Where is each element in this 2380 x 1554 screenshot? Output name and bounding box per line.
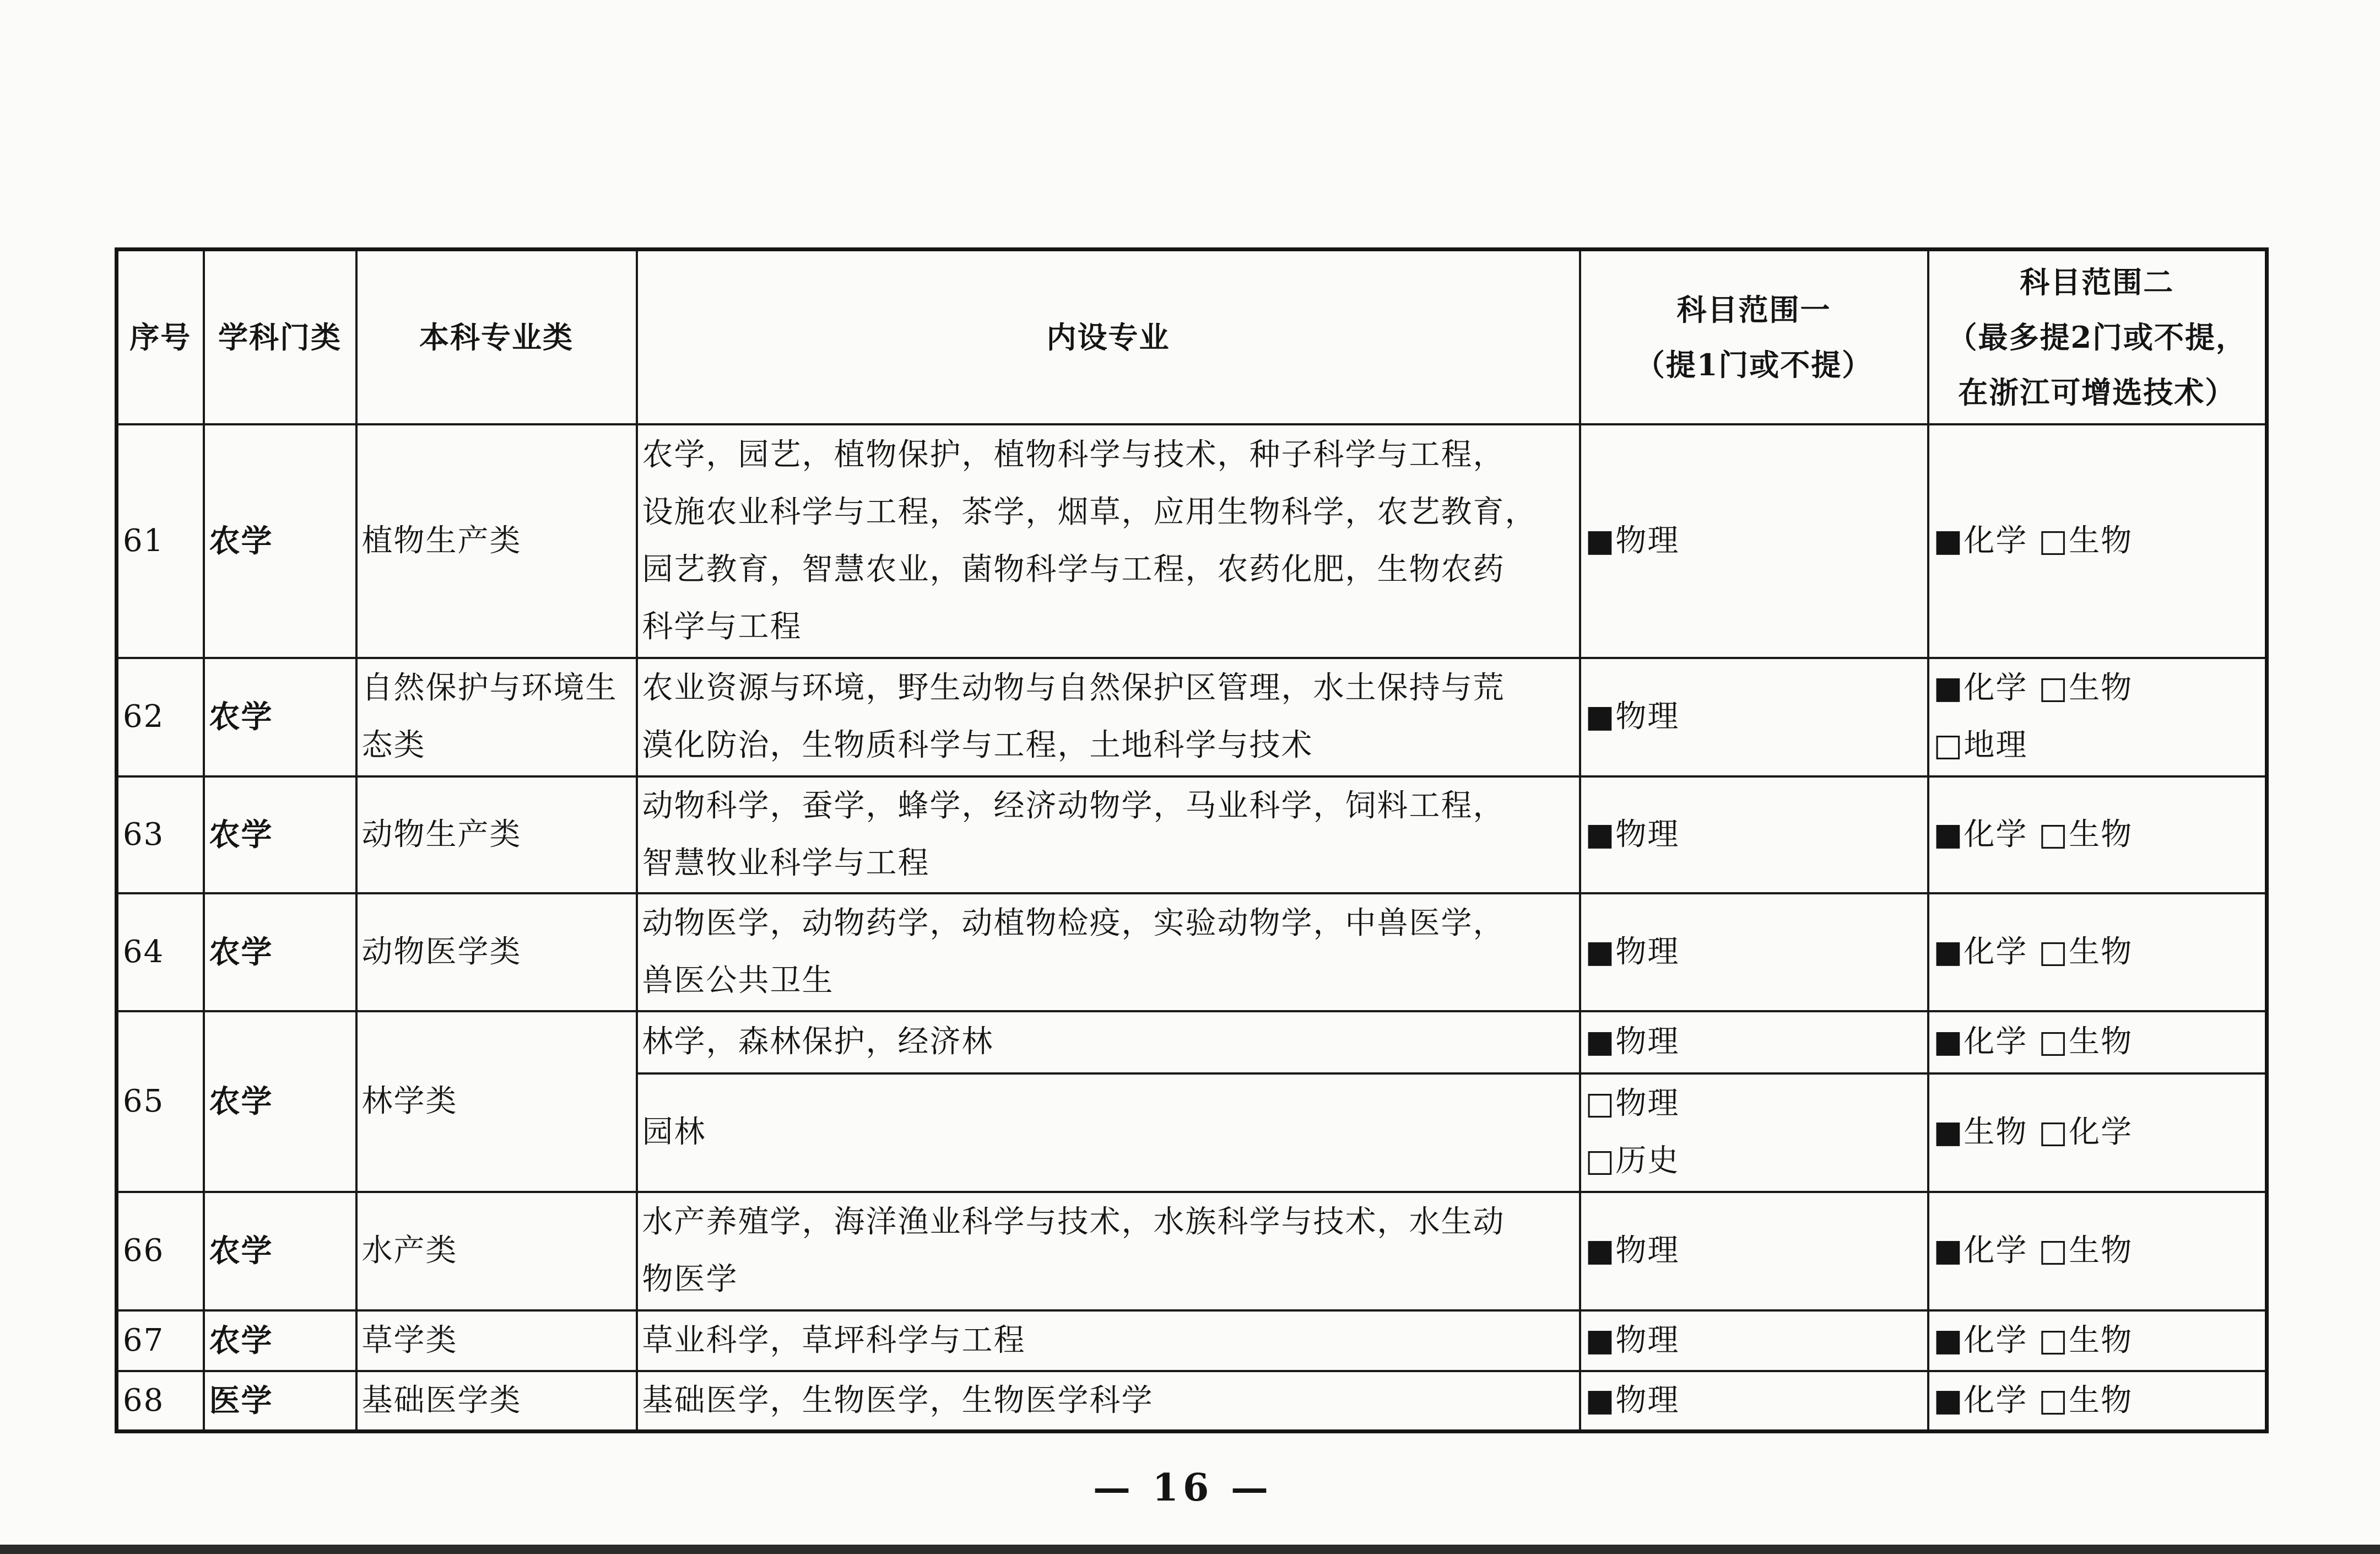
majors-line: 农学，园艺，植物保护，植物科学与技术，种子科学与工程， — [642, 436, 1505, 473]
category-cell: 农学 — [204, 776, 356, 893]
majors-line: 林学，森林保护，经济林 — [642, 1024, 994, 1060]
scope1-cell — [1580, 1371, 1928, 1432]
majors-line: 漠化防治，生物质科学与工程，土地科学与技术 — [642, 727, 1313, 763]
seq-cell: 67 — [117, 1310, 204, 1371]
scope2-line: ■化学 □生物 — [1933, 670, 2133, 706]
class-cell — [356, 893, 637, 1011]
class-line: 基础医学类 — [361, 1382, 522, 1418]
class-line: 植物生产类 — [361, 522, 522, 559]
scope2-cell — [1928, 1371, 2267, 1432]
header-majors: 内设专业 — [637, 250, 1580, 424]
scan-edge — [0, 1545, 2380, 1554]
seq-cell: 62 — [117, 658, 204, 776]
scope2-line: ■化学 □生物 — [1933, 1322, 2133, 1358]
scope1-cell — [1580, 1192, 1928, 1310]
scope1-cell — [1580, 658, 1928, 776]
table-row — [117, 424, 2267, 658]
scope1-line: ■物理 — [1585, 816, 1680, 852]
scope2-line: ■化学 □生物 — [1933, 1024, 2133, 1060]
majors-line: 动物科学，蚕学，蜂学，经济动物学，马业科学，饲料工程， — [642, 787, 1505, 824]
majors-line: 基础医学，生物医学，生物医学科学 — [642, 1382, 1154, 1418]
scope2-cell — [1928, 893, 2267, 1011]
majors-cell — [637, 893, 1580, 1011]
table-row — [117, 776, 2267, 893]
header-scope1 — [1580, 250, 1928, 424]
table-row — [117, 893, 2267, 1011]
scope1-line: □物理 — [1585, 1086, 1680, 1121]
majors-cell — [637, 1371, 1580, 1432]
majors-line: 物医学 — [642, 1261, 738, 1297]
category-cell: 农学 — [204, 1011, 356, 1192]
majors-cell — [637, 1310, 1580, 1371]
scope2-line: ■化学 □生物 — [1933, 1382, 2133, 1418]
majors-line: 草业科学，草坪科学与工程 — [642, 1322, 1026, 1358]
majors-line: 科学与工程 — [642, 608, 802, 645]
majors-cell — [637, 1192, 1580, 1310]
scope1-line: ■物理 — [1585, 1233, 1680, 1269]
majors-line: 农业资源与环境，野生动物与自然保护区管理，水土保持与荒 — [642, 670, 1505, 706]
table-row — [117, 658, 2267, 776]
scope1-line: ■物理 — [1585, 522, 1680, 559]
scope1-line: ■物理 — [1585, 1322, 1680, 1358]
class-line: 动物生产类 — [361, 816, 522, 852]
table-row — [117, 1310, 2267, 1371]
majors-line: 设施农业科学与工程，茶学，烟草，应用生物科学，农艺教育， — [642, 494, 1537, 530]
scope2-line: □地理 — [1933, 727, 2028, 763]
seq-cell: 61 — [117, 424, 204, 658]
subject-requirement-table — [115, 247, 2269, 1433]
header-scope2-line: 在浙江可增选技术） — [1958, 374, 2236, 410]
majors-line: 水产养殖学，海洋渔业科学与技术，水族科学与技术，水生动 — [642, 1204, 1505, 1240]
header-scope1-line: 科目范围一 — [1676, 292, 1831, 327]
class-line: 水产类 — [361, 1233, 458, 1269]
scope1-cell — [1580, 1310, 1928, 1371]
majors-cell — [637, 424, 1580, 658]
scope2-line: ■生物 □化学 — [1933, 1114, 2133, 1150]
majors-cell — [637, 658, 1580, 776]
category-cell: 农学 — [204, 1310, 356, 1371]
header-scope1-line: （提1门或不提） — [1635, 347, 1873, 382]
scope1-line: ■物理 — [1585, 699, 1680, 735]
header-category: 学科门类 — [204, 250, 356, 424]
seq-cell: 63 — [117, 776, 204, 893]
table-row — [117, 1371, 2267, 1432]
header-scope2-line: 科目范围二 — [2020, 264, 2175, 300]
page-number: — 16 — — [1093, 1466, 1273, 1510]
class-cell — [356, 1371, 637, 1432]
majors-line: 动物医学，动物药学，动植物检疫，实验动物学，中兽医学， — [642, 905, 1505, 941]
majors-line: 园林 — [642, 1114, 706, 1150]
category-cell: 农学 — [204, 658, 356, 776]
scope2-cell — [1928, 1011, 2267, 1073]
class-line: 草学类 — [361, 1322, 458, 1358]
table-row — [117, 1011, 2267, 1073]
scope2-cell — [1928, 424, 2267, 658]
scope1-line: ■物理 — [1585, 1382, 1680, 1418]
scope1-cell — [1580, 1011, 1928, 1073]
scope1-line: ■物理 — [1585, 1024, 1680, 1060]
scope2-line: ■化学 □生物 — [1933, 1233, 2133, 1269]
scope1-cell — [1580, 424, 1928, 658]
class-line: 林学类 — [361, 1083, 458, 1119]
seq-cell: 64 — [117, 893, 204, 1011]
majors-cell — [637, 1073, 1580, 1192]
scope1-line: ■物理 — [1585, 934, 1680, 970]
scope2-cell — [1928, 658, 2267, 776]
scope2-cell — [1928, 776, 2267, 893]
seq-cell: 65 — [117, 1011, 204, 1192]
class-line: 自然保护与环境生 — [361, 670, 618, 706]
header-scope2-line: （最多提2门或不提， — [1947, 319, 2247, 355]
scope2-cell — [1928, 1192, 2267, 1310]
scope2-cell — [1928, 1073, 2267, 1192]
class-cell — [356, 1192, 637, 1310]
header-seq: 序号 — [117, 250, 204, 424]
majors-line: 园艺教育，智慧农业，菌物科学与工程，农药化肥，生物农药 — [642, 551, 1505, 587]
class-line: 态类 — [361, 727, 426, 763]
table-row — [117, 1192, 2267, 1310]
majors-cell — [637, 1011, 1580, 1073]
header-scope2 — [1928, 250, 2267, 424]
seq-cell: 68 — [117, 1371, 204, 1432]
seq-cell: 66 — [117, 1192, 204, 1310]
scope1-line: □历史 — [1585, 1143, 1680, 1179]
class-line: 动物医学类 — [361, 934, 522, 970]
majors-cell — [637, 776, 1580, 893]
scope1-cell — [1580, 893, 1928, 1011]
scope2-line: ■化学 □生物 — [1933, 522, 2133, 559]
class-cell — [356, 658, 637, 776]
scope2-cell — [1928, 1310, 2267, 1371]
header-row — [117, 250, 2267, 424]
category-cell: 农学 — [204, 1192, 356, 1310]
class-cell — [356, 1011, 637, 1192]
majors-line: 智慧牧业科学与工程 — [642, 845, 930, 881]
category-cell: 农学 — [204, 424, 356, 658]
majors-line: 兽医公共卫生 — [642, 962, 834, 999]
scope2-line: ■化学 □生物 — [1933, 816, 2133, 852]
scope1-cell — [1580, 776, 1928, 893]
class-cell — [356, 1310, 637, 1371]
scope1-cell — [1580, 1073, 1928, 1192]
category-cell: 农学 — [204, 893, 356, 1011]
header-class: 本科专业类 — [356, 250, 637, 424]
class-cell — [356, 424, 637, 658]
scope2-line: ■化学 □生物 — [1933, 934, 2133, 970]
category-cell: 医学 — [204, 1371, 356, 1432]
class-cell — [356, 776, 637, 893]
